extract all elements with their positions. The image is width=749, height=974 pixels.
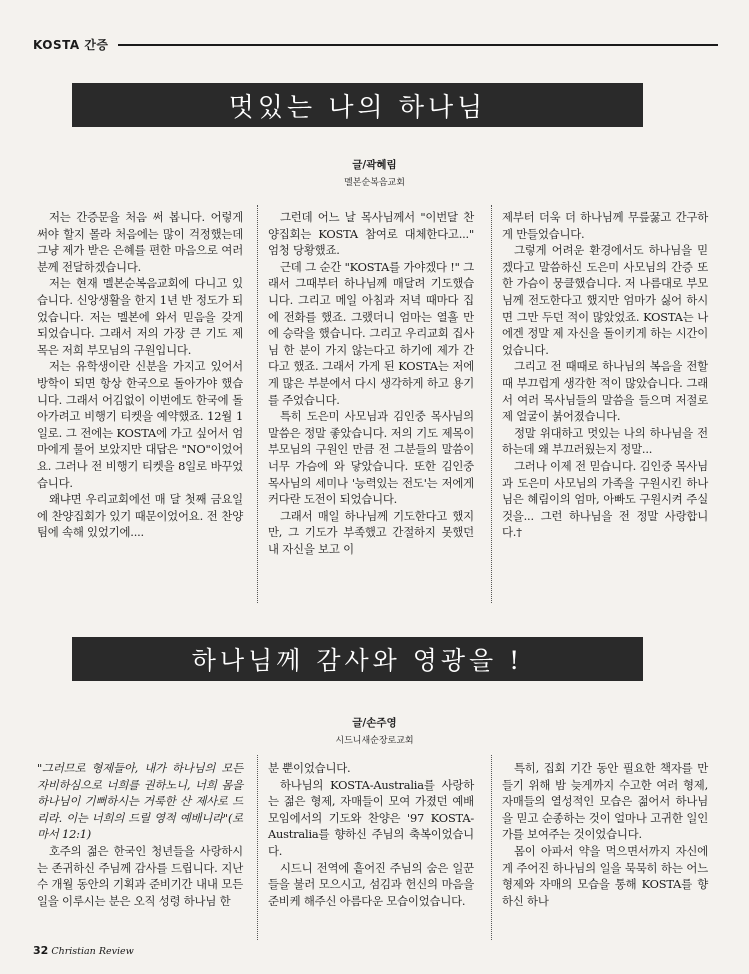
article1-byline [0, 157, 749, 188]
header-rule [118, 44, 718, 46]
scripture-quote: "그러므로 형제들아, 내가 하나님의 모든 자비하심으로 너희를 권하노니, 너희 몸을 하나님이 기뻐하시는 거룩한 산 제사로 드리라. 이는 너희의 드릴 영적 예배니라"(로마서 12:1) [37, 761, 243, 842]
paragraph: 특히, 집회 기간 동안 필요한 책자를 만들기 위해 밤 늦게까지 수고한 여러 형제, 자매들의 열성적인 모습은 젊어서 하나님을 믿고 순종하는 것이 얼마나 고귀한 일인가를 보여주는 것이었습니다. [502, 761, 708, 842]
paragraph: 저는 간증문을 처음 써 봅니다. 어렇게 써야 할지 몰라 처음에는 많이 걱정했는데 그냥 제가 받은 은혜를 편한 마음으로 여러분께 전달하겠습니다. [37, 210, 243, 274]
paragraph: 왜냐면 우리교회에선 매 달 첫째 금요일에 찬양집회가 있기 때문이었어요. 전 찬양팀에 속해 있었기에.... [37, 492, 243, 540]
article1-column-2 [268, 209, 474, 557]
article1-title: 멋있는 나의 하나님 [72, 83, 643, 127]
paragraph: 특히 도은미 사모님과 김인중 목사님의 말씀은 정말 좋았습니다. 저의 기도 제목이 부모님의 구원인 만큼 전 그분들의 말씀이 너무 가슴에 와 닿았습니다. 또한 김인중 목사님의 세미나 '능력있는 전도'는 저에게 커다란 도전이 되었습니다. [268, 409, 474, 507]
paragraph: 그러나 이제 전 믿습니다. 김인중 목사님과 도은미 사모님의 가족을 구원시킨 하나님은 혜림이의 엄마, 아빠도 구원시켜 주실 것을... 그런 하나님을 전 정말 사랑합니다.† [502, 458, 708, 540]
paragraph: 그런데 어느 날 목사님께서 "이번달 찬양집회는 KOSTA 참여로 대체한다고..." 엄청 당황했죠. [268, 210, 474, 258]
paragraph: 호주의 젊은 한국인 청년들을 사랑하시는 존귀하신 주님께 감사를 드립니다. 지난 수 개월 동안의 기획과 준비기간 내내 모든 일을 이루시는 분은 오직 성령 하나님 한 [37, 843, 243, 908]
article2-column-1 [37, 760, 243, 909]
article1-column-3 [502, 209, 708, 541]
article1-column-1 [37, 209, 243, 541]
column-divider [257, 205, 259, 603]
article1-church: 멜본순복음교회 [344, 178, 405, 188]
column-divider [491, 755, 493, 940]
paragraph: 그렇게 어려운 환경에서도 하나님을 믿겠다고 말씀하신 도은미 사모님의 간증 또한 가슴이 뭉클했습니다. 저 나름대로 부모님께 전도한다고 했지만 엄마가 싫어 하시면 그만 두던 적이 많았었죠. KOSTA는 나에겐 정말 제 자신을 돌이키게 하는 시간이었습니다. [502, 243, 708, 357]
article2-byline [0, 715, 749, 746]
column-divider [491, 205, 493, 603]
paragraph: 저는 현재 멜본순복음교회에 다니고 있습니다. 신앙생활을 한지 1년 반 정도가 되었습니다. 저는 멜본에 와서 믿음을 갖게 되었습니다. 그래서 저의 가장 큰 기도 제목은 저희 부모님의 구원입니다. [37, 276, 243, 357]
column-divider [257, 755, 259, 940]
article2-column-2 [268, 760, 474, 909]
paragraph: 시드니 전역에 흩어진 주님의 숨은 일꾼들을 불러 모으시고, 섬김과 헌신의 마음을 준비케 해주신 아름다운 모습이었습니다. [268, 860, 474, 908]
article2-title: 하나님께 감사와 영광을 ! [72, 637, 643, 681]
magazine-name: Christian Review [51, 946, 134, 957]
page-footer [33, 944, 134, 957]
paragraph: 그리고 전 때때로 하나님의 복음을 전할 때 부끄럽게 생각한 적이 많았습니다. 그래서 여러 목사님들의 말씀을 들으며 저절로 제 얼굴이 붉어졌습니다. [502, 359, 708, 424]
article1-author: 글/곽혜림 [352, 159, 397, 171]
paragraph: 그래서 매일 하나님께 기도한다고 했지만, 그 기도가 부족했고 간절하지 못했던 내 자신을 보고 이 [268, 508, 474, 556]
article2-column-3 [502, 760, 708, 909]
paragraph: 몸이 아파서 약을 먹으면서까지 자신에게 주어진 하나님의 일을 묵묵히 하는 어느 형제와 자매의 모습을 통해 KOSTA를 향하신 하나 [502, 843, 708, 908]
page-number: 32 [33, 944, 49, 957]
paragraph: 분 뿐이었습니다. [268, 761, 351, 775]
article2-author: 글/손주영 [352, 717, 397, 729]
paragraph: 제부터 더욱 더 하나님께 무릎꿇고 간구하게 만들었습니다. [502, 210, 708, 241]
paragraph: 하나님의 KOSTA-Australia를 사랑하는 젊은 형제, 자매들이 모여 가졌던 예배 모임에서의 기도와 찬양은 '97 KOSTA-Australia를 향하신 주님의 축복이었습니다. [268, 777, 474, 858]
paragraph: 근데 그 순간 "KOSTA를 가야겠다 !" 그래서 그때부터 하나님께 매달려 기도했습니다. 그리고 메일 아침과 저녁 때마다 집에 전화를 했죠. 그랬더니 엄마는 열흘 만에 승락을 했습니다. 그리고 우리교회 집사님 한 분이 가지 않는다고 하기에 제가 간다고 했죠. 그래서 가게 된 KOSTA는 저에게 많은 부분에서 다시 생각하게 하고 용기를 주었습니다. [268, 259, 474, 407]
paragraph: 저는 유학생이란 신분을 가지고 있어서 방학이 되면 항상 한국으로 돌아가야 했습니다. 그래서 어김없이 이번에도 한국에 돌아가려고 비행기 티켓을 예약했죠. 12월 1일로. 그 전에는 KOSTA에 가고 싶어서 엄마에게 물어 보았지만 대답은 "NO"이었어요. 그러나 전 비행기 티켓을 8일로 바꾸었습니다. [37, 359, 243, 490]
section-tag: KOSTA 간증 [33, 38, 109, 52]
article2-church: 시드니새순장로교회 [335, 736, 414, 746]
paragraph: 정말 위대하고 멋있는 나의 하나님을 전하는데 왜 부끄러웠는지 정말... [502, 425, 708, 457]
